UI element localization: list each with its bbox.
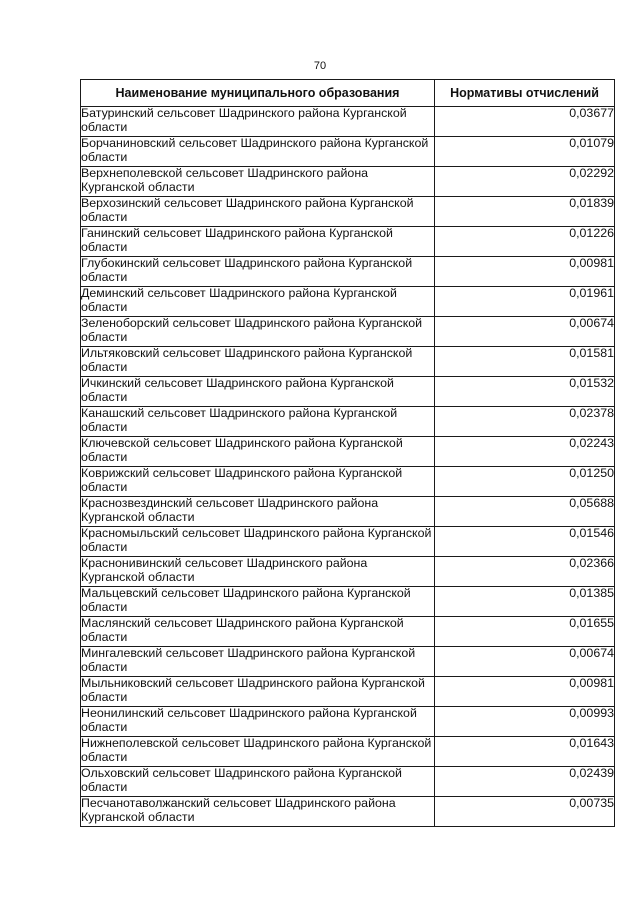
municipality-name-cell: Мыльниковский сельсовет Шадринского района Курганской области bbox=[81, 677, 435, 707]
allocation-norm-cell: 0,02366 bbox=[435, 557, 615, 587]
allocation-norm-cell: 0,01961 bbox=[435, 287, 615, 317]
municipality-name-cell: Верхозинский сельсовет Шадринского района Курганской области bbox=[81, 197, 435, 227]
table-body bbox=[81, 107, 615, 827]
allocation-norm-cell: 0,01385 bbox=[435, 587, 615, 617]
table-row bbox=[81, 407, 615, 437]
table-row bbox=[81, 377, 615, 407]
allocation-norm-cell: 0,03677 bbox=[435, 107, 615, 137]
allocation-norms-table bbox=[80, 79, 615, 827]
table-row bbox=[81, 227, 615, 257]
municipality-name-cell: Ильтяковский сельсовет Шадринского района Курганской области bbox=[81, 347, 435, 377]
allocation-norm-cell: 0,00981 bbox=[435, 677, 615, 707]
municipality-name-cell: Канашский сельсовет Шадринского района Курганской области bbox=[81, 407, 435, 437]
municipality-name-cell: Ольховский сельсовет Шадринского района Курганской области bbox=[81, 767, 435, 797]
allocation-norm-cell: 0,05688 bbox=[435, 497, 615, 527]
allocation-norm-cell: 0,02243 bbox=[435, 437, 615, 467]
allocation-norm-cell: 0,02378 bbox=[435, 407, 615, 437]
table-row bbox=[81, 557, 615, 587]
allocation-norm-cell: 0,00674 bbox=[435, 317, 615, 347]
table-header-row bbox=[81, 80, 615, 107]
municipality-name-cell: Маслянский сельсовет Шадринского района Курганской области bbox=[81, 617, 435, 647]
allocation-norm-cell: 0,02439 bbox=[435, 767, 615, 797]
allocation-norm-cell: 0,00735 bbox=[435, 797, 615, 827]
allocation-norm-cell: 0,01655 bbox=[435, 617, 615, 647]
allocation-norm-cell: 0,01581 bbox=[435, 347, 615, 377]
municipality-name-cell: Батуринский сельсовет Шадринского района Курганской области bbox=[81, 107, 435, 137]
municipality-name-cell: Ключевской сельсовет Шадринского района Курганской области bbox=[81, 437, 435, 467]
municipality-name-cell: Зеленоборский сельсовет Шадринского района Курганской области bbox=[81, 317, 435, 347]
column-header-value: Нормативы отчислений bbox=[435, 80, 615, 107]
allocation-norm-cell: 0,01226 bbox=[435, 227, 615, 257]
table-row bbox=[81, 587, 615, 617]
municipality-name-cell: Красномыльский сельсовет Шадринского района Курганской области bbox=[81, 527, 435, 557]
municipality-name-cell: Ганинский сельсовет Шадринского района Курганской области bbox=[81, 227, 435, 257]
table-row bbox=[81, 137, 615, 167]
column-header-name: Наименование муниципального образования bbox=[81, 80, 435, 107]
municipality-name-cell: Деминский сельсовет Шадринского района Курганской области bbox=[81, 287, 435, 317]
allocation-norm-cell: 0,00674 bbox=[435, 647, 615, 677]
table-row bbox=[81, 647, 615, 677]
table-row bbox=[81, 167, 615, 197]
allocation-norm-cell: 0,01546 bbox=[435, 527, 615, 557]
table-row bbox=[81, 677, 615, 707]
allocation-norm-cell: 0,00981 bbox=[435, 257, 615, 287]
municipality-name-cell: Песчанотаволжанский сельсовет Шадринского района Курганской области bbox=[81, 797, 435, 827]
municipality-name-cell: Глубокинский сельсовет Шадринского района Курганской области bbox=[81, 257, 435, 287]
table-row bbox=[81, 347, 615, 377]
table-row bbox=[81, 767, 615, 797]
table-row bbox=[81, 797, 615, 827]
table-row bbox=[81, 257, 615, 287]
municipality-name-cell: Верхнеполевской сельсовет Шадринского района Курганской области bbox=[81, 167, 435, 197]
table-row bbox=[81, 497, 615, 527]
municipality-name-cell: Мингалевский сельсовет Шадринского района Курганской области bbox=[81, 647, 435, 677]
allocation-norm-cell: 0,02292 bbox=[435, 167, 615, 197]
table-row bbox=[81, 107, 615, 137]
allocation-norm-cell: 0,01250 bbox=[435, 467, 615, 497]
municipality-name-cell: Неонилинский сельсовет Шадринского района Курганской области bbox=[81, 707, 435, 737]
allocation-norm-cell: 0,01643 bbox=[435, 737, 615, 767]
allocation-norm-cell: 0,01839 bbox=[435, 197, 615, 227]
table-row bbox=[81, 617, 615, 647]
allocation-norm-cell: 0,01532 bbox=[435, 377, 615, 407]
table-row bbox=[81, 437, 615, 467]
page-number: 70 bbox=[313, 60, 327, 72]
municipality-name-cell: Нижнеполевской сельсовет Шадринского района Курганской области bbox=[81, 737, 435, 767]
municipality-name-cell: Борчаниновский сельсовет Шадринского района Курганской области bbox=[81, 137, 435, 167]
table-row bbox=[81, 317, 615, 347]
table-row bbox=[81, 527, 615, 557]
municipality-name-cell: Коврижский сельсовет Шадринского района Курганской области bbox=[81, 467, 435, 497]
allocation-norm-cell: 0,00993 bbox=[435, 707, 615, 737]
municipality-name-cell: Мальцевский сельсовет Шадринского района Курганской области bbox=[81, 587, 435, 617]
allocation-norm-cell: 0,01079 bbox=[435, 137, 615, 167]
table-row bbox=[81, 737, 615, 767]
municipality-name-cell: Ичкинский сельсовет Шадринского района Курганской области bbox=[81, 377, 435, 407]
table-row bbox=[81, 197, 615, 227]
table-row bbox=[81, 287, 615, 317]
table-row bbox=[81, 707, 615, 737]
municipality-name-cell: Краснонивинский сельсовет Шадринского района Курганской области bbox=[81, 557, 435, 587]
municipality-name-cell: Краснозвездинский сельсовет Шадринского района Курганской области bbox=[81, 497, 435, 527]
table-row bbox=[81, 467, 615, 497]
